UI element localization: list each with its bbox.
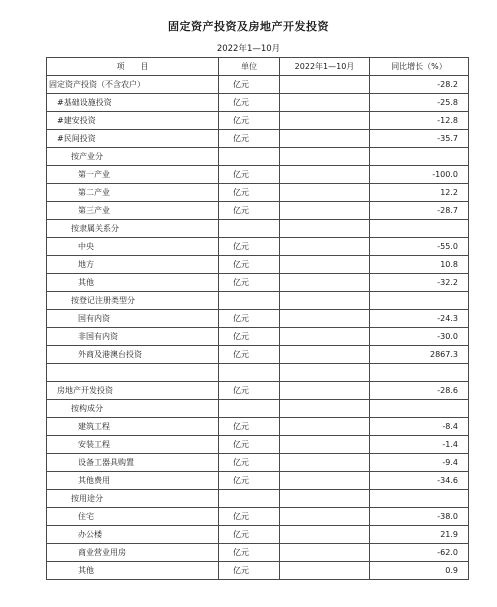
row-value xyxy=(280,130,370,148)
row-growth: -8.4 xyxy=(370,418,469,436)
table-row xyxy=(47,526,469,544)
row-growth: 2867.3 xyxy=(370,346,469,364)
row-unit: 亿元 xyxy=(219,382,280,400)
row-value xyxy=(280,166,370,184)
row-label: 第一产业 xyxy=(47,166,219,184)
row-label: 按用途分 xyxy=(47,490,219,508)
row-value xyxy=(280,148,370,166)
row-label xyxy=(47,364,219,382)
row-value xyxy=(280,202,370,220)
row-label: 按隶属关系分 xyxy=(47,220,219,238)
row-unit: 亿元 xyxy=(219,328,280,346)
table-row xyxy=(47,508,469,526)
table-row xyxy=(47,238,469,256)
row-label: 其他 xyxy=(47,274,219,292)
row-label: 非国有内资 xyxy=(47,328,219,346)
row-growth: -34.6 xyxy=(370,472,469,490)
row-value xyxy=(280,256,370,274)
table-row xyxy=(47,544,469,562)
table-row xyxy=(47,382,469,400)
row-label: 建筑工程 xyxy=(47,418,219,436)
row-growth xyxy=(370,292,469,310)
table-row xyxy=(47,310,469,328)
row-label: #基础设施投资 xyxy=(47,94,219,112)
investment-table xyxy=(46,57,469,580)
row-unit xyxy=(219,148,280,166)
row-growth: 10.8 xyxy=(370,256,469,274)
document-title: 固定资产投资及房地产开发投资 xyxy=(168,20,329,33)
row-growth: -38.0 xyxy=(370,508,469,526)
row-value xyxy=(280,328,370,346)
row-growth: -55.0 xyxy=(370,238,469,256)
row-label: #建安投资 xyxy=(47,112,219,130)
row-unit: 亿元 xyxy=(219,238,280,256)
row-value xyxy=(280,94,370,112)
row-value xyxy=(280,436,370,454)
row-label: 其他费用 xyxy=(47,472,219,490)
row-growth: 12.2 xyxy=(370,184,469,202)
row-value xyxy=(280,274,370,292)
row-value xyxy=(280,526,370,544)
row-value xyxy=(280,454,370,472)
row-growth: -30.0 xyxy=(370,328,469,346)
row-growth: -32.2 xyxy=(370,274,469,292)
row-label: 设备工器具购置 xyxy=(47,454,219,472)
row-growth xyxy=(370,490,469,508)
row-growth xyxy=(370,364,469,382)
row-label: 外商及港澳台投资 xyxy=(47,346,219,364)
table-row xyxy=(47,166,469,184)
row-growth: -28.2 xyxy=(370,76,469,94)
row-growth xyxy=(370,148,469,166)
row-unit: 亿元 xyxy=(219,256,280,274)
row-value xyxy=(280,238,370,256)
table-body xyxy=(47,76,469,580)
row-label: 国有内资 xyxy=(47,310,219,328)
row-value xyxy=(280,544,370,562)
row-label: 商业营业用房 xyxy=(47,544,219,562)
row-value xyxy=(280,76,370,94)
header-item: 项 目 xyxy=(47,58,219,76)
table-row xyxy=(47,202,469,220)
table-row xyxy=(47,454,469,472)
row-unit: 亿元 xyxy=(219,112,280,130)
row-label: #民间投资 xyxy=(47,130,219,148)
table-row xyxy=(47,184,469,202)
row-unit: 亿元 xyxy=(219,274,280,292)
table-row xyxy=(47,94,469,112)
row-unit: 亿元 xyxy=(219,526,280,544)
row-unit: 亿元 xyxy=(219,130,280,148)
table-row xyxy=(47,364,469,382)
header-period: 2022年1—10月 xyxy=(280,58,370,76)
row-value xyxy=(280,184,370,202)
row-unit: 亿元 xyxy=(219,562,280,580)
row-unit xyxy=(219,364,280,382)
table-header-row xyxy=(47,58,469,76)
row-label: 按产业分 xyxy=(47,148,219,166)
row-label: 第二产业 xyxy=(47,184,219,202)
row-label: 地方 xyxy=(47,256,219,274)
row-unit: 亿元 xyxy=(219,184,280,202)
table-row xyxy=(47,148,469,166)
row-unit: 亿元 xyxy=(219,454,280,472)
row-unit xyxy=(219,490,280,508)
row-growth xyxy=(370,400,469,418)
row-label: 固定资产投资（不含农户） xyxy=(47,76,219,94)
row-unit xyxy=(219,220,280,238)
table-row xyxy=(47,274,469,292)
row-growth: 21.9 xyxy=(370,526,469,544)
row-unit: 亿元 xyxy=(219,418,280,436)
row-unit: 亿元 xyxy=(219,202,280,220)
row-unit: 亿元 xyxy=(219,76,280,94)
row-value xyxy=(280,346,370,364)
table-row xyxy=(47,562,469,580)
table-row xyxy=(47,472,469,490)
row-label: 安装工程 xyxy=(47,436,219,454)
row-unit: 亿元 xyxy=(219,544,280,562)
row-growth: -1.4 xyxy=(370,436,469,454)
row-value xyxy=(280,418,370,436)
row-growth: -62.0 xyxy=(370,544,469,562)
row-growth: -100.0 xyxy=(370,166,469,184)
row-label: 办公楼 xyxy=(47,526,219,544)
row-value xyxy=(280,472,370,490)
row-unit: 亿元 xyxy=(219,436,280,454)
table-row xyxy=(47,292,469,310)
row-value xyxy=(280,508,370,526)
row-growth: -12.8 xyxy=(370,112,469,130)
row-growth: -28.6 xyxy=(370,382,469,400)
table-row xyxy=(47,436,469,454)
row-label: 中央 xyxy=(47,238,219,256)
row-value xyxy=(280,382,370,400)
row-label: 按登记注册类型分 xyxy=(47,292,219,310)
row-unit: 亿元 xyxy=(219,346,280,364)
row-unit xyxy=(219,400,280,418)
row-growth xyxy=(370,220,469,238)
row-growth: -28.7 xyxy=(370,202,469,220)
row-value xyxy=(280,112,370,130)
row-label: 按构成分 xyxy=(47,400,219,418)
row-growth: 0.9 xyxy=(370,562,469,580)
row-value xyxy=(280,310,370,328)
row-unit xyxy=(219,292,280,310)
table-row xyxy=(47,328,469,346)
table-row xyxy=(47,220,469,238)
row-growth: -35.7 xyxy=(370,130,469,148)
row-unit: 亿元 xyxy=(219,310,280,328)
row-value xyxy=(280,292,370,310)
row-value xyxy=(280,220,370,238)
row-unit: 亿元 xyxy=(219,94,280,112)
row-unit: 亿元 xyxy=(219,472,280,490)
row-label: 房地产开发投资 xyxy=(47,382,219,400)
row-label: 其他 xyxy=(47,562,219,580)
table-row xyxy=(47,256,469,274)
row-growth: -9.4 xyxy=(370,454,469,472)
report-period: 2022年1—10月 xyxy=(216,44,281,54)
table-row xyxy=(47,76,469,94)
row-growth: -25.8 xyxy=(370,94,469,112)
header-unit: 单位 xyxy=(219,58,280,76)
row-label: 住宅 xyxy=(47,508,219,526)
row-value xyxy=(280,562,370,580)
table-row xyxy=(47,490,469,508)
row-value xyxy=(280,490,370,508)
row-label: 第三产业 xyxy=(47,202,219,220)
row-value xyxy=(280,364,370,382)
row-value xyxy=(280,400,370,418)
row-unit: 亿元 xyxy=(219,508,280,526)
table-row xyxy=(47,130,469,148)
header-growth: 同比增长（%） xyxy=(370,58,469,76)
table-row xyxy=(47,400,469,418)
table-row xyxy=(47,418,469,436)
row-unit: 亿元 xyxy=(219,166,280,184)
row-growth: -24.3 xyxy=(370,310,469,328)
table-row xyxy=(47,112,469,130)
table-row xyxy=(47,346,469,364)
